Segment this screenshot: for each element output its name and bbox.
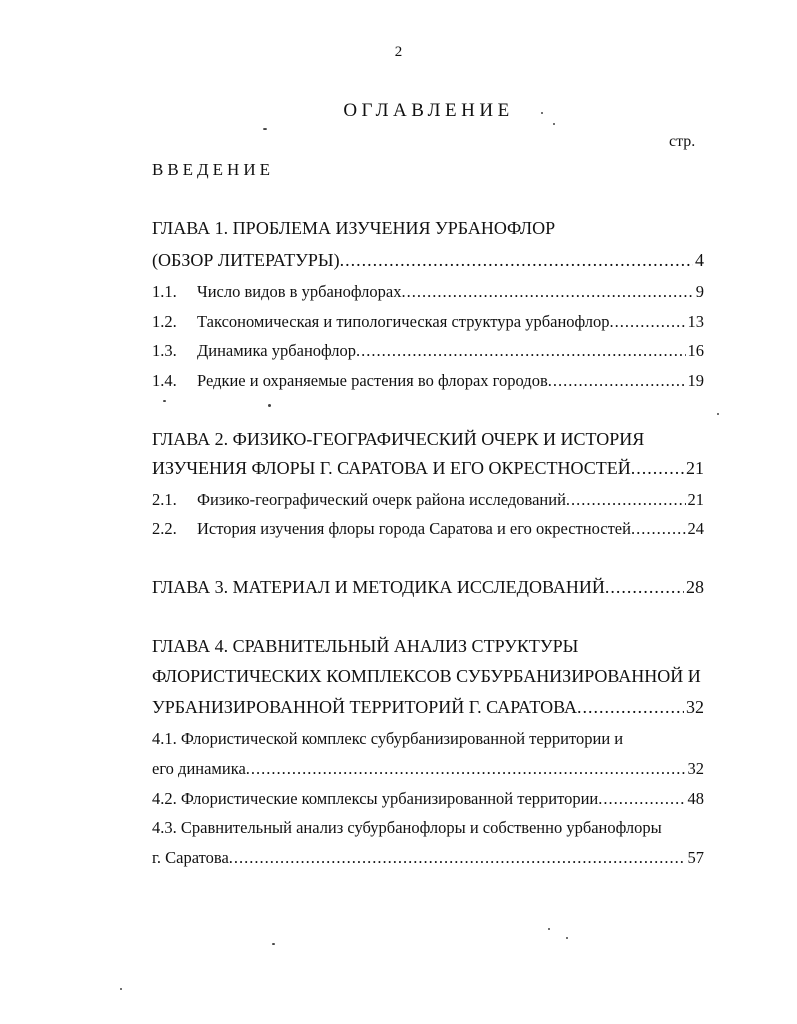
- scan-speck: [541, 112, 543, 114]
- leader-dots: [340, 250, 693, 271]
- section-page: 48: [687, 789, 704, 808]
- section-number: 2.2.: [152, 519, 177, 538]
- chapter1-title-line1: ГЛАВА 1. ПРОБЛЕМА ИЗУЧЕНИЯ УРБАНОФЛОР: [152, 218, 556, 238]
- section-title: Физико-географический очерк района исследований: [197, 490, 566, 509]
- section-page: 32: [687, 759, 704, 778]
- scan-speck: [566, 937, 568, 939]
- toc-entry-1-1: [152, 282, 704, 302]
- leader-dots: [605, 577, 684, 598]
- chapter2-title-line2: ИЗУЧЕНИЯ ФЛОРЫ Г. САРАТОВА И ЕГО ОКРЕСТНОСТЕЙ: [152, 458, 631, 478]
- chapter1-page: 4: [695, 250, 704, 270]
- chapter1-title-line2-entry: [152, 250, 704, 271]
- scan-speck: [263, 128, 267, 130]
- section-number: 1.2.: [152, 312, 177, 331]
- section-title: Редкие и охраняемые растения во флорах городов: [197, 371, 548, 390]
- chapter4-title-line3-entry: [152, 697, 704, 718]
- section-title: Динамика урбанофлор: [197, 341, 357, 360]
- toc-introduction: ВВЕДЕНИЕ: [152, 160, 274, 179]
- section-title-cont: г. Саратова: [152, 848, 229, 867]
- scan-speck: [163, 400, 166, 402]
- toc-entry-4-3-line2: [152, 848, 704, 868]
- leader-dots: [598, 789, 685, 809]
- chapter1-title-line2: (ОБЗОР ЛИТЕРАТУРЫ): [152, 250, 340, 270]
- leader-dots: [229, 848, 686, 868]
- page-number: 2: [394, 44, 403, 60]
- section-number: 1.4.: [152, 371, 177, 390]
- leader-dots: [631, 519, 686, 539]
- toc-entry-4-2: [152, 789, 704, 809]
- page-column-label: стр.: [669, 133, 696, 150]
- scan-speck: [120, 988, 122, 990]
- leader-dots: [356, 341, 685, 361]
- toc-entry-2-2: [152, 519, 704, 539]
- section-page: 24: [687, 519, 704, 538]
- chapter3-page: 28: [686, 577, 704, 597]
- scan-speck: [553, 123, 555, 125]
- section-title: Число видов в урбанофлорах: [197, 282, 402, 301]
- scan-speck: [268, 404, 271, 407]
- scan-speck: [272, 943, 275, 945]
- section-page: 21: [687, 490, 704, 509]
- toc-entry-1-4: [152, 371, 704, 391]
- section-number: 2.1.: [152, 490, 177, 509]
- chapter4-title-line1: ГЛАВА 4. СРАВНИТЕЛЬНЫЙ АНАЛИЗ СТРУКТУРЫ: [152, 636, 579, 656]
- leader-dots: [566, 490, 686, 510]
- section-title: История изучения флоры города Саратова и его окрестностей: [197, 519, 631, 538]
- section-title: Таксономическая и типологическая структура урбанофлор: [197, 312, 610, 331]
- chapter4-title-line3: УРБАНИЗИРОВАННОЙ ТЕРРИТОРИЙ Г. САРАТОВА: [152, 697, 577, 717]
- chapter4-page: 32: [686, 697, 704, 717]
- toc-entry-4-1-line1: 4.1. Флористической комплекс субурбанизированной территории и: [152, 729, 624, 748]
- chapter4-title-line2: ФЛОРИСТИЧЕСКИХ КОМПЛЕКСОВ СУБУРБАНИЗИРОВАННОЙ И: [152, 666, 701, 686]
- scan-speck: [548, 928, 550, 930]
- section-title: 4.2. Флористические комплексы урбанизированной территории: [152, 789, 599, 808]
- chapter2-title-line2-entry: [152, 458, 704, 479]
- chapter3-title: ГЛАВА 3. МАТЕРИАЛ И МЕТОДИКА ИССЛЕДОВАНИЙ: [152, 577, 605, 597]
- section-page: 19: [687, 371, 704, 390]
- scan-speck: [717, 413, 719, 415]
- leader-dots: [246, 759, 686, 779]
- section-page: 9: [695, 282, 704, 301]
- leader-dots: [577, 697, 684, 718]
- leader-dots: [631, 458, 684, 479]
- leader-dots: [610, 312, 686, 332]
- section-page: 16: [687, 341, 704, 360]
- toc-entry-1-2: [152, 312, 704, 332]
- toc-entry-chapter3: [152, 577, 704, 598]
- section-number: 1.1.: [152, 282, 177, 301]
- leader-dots: [401, 282, 693, 302]
- toc-entry-4-3-line1: 4.3. Сравнительный анализ субурбанофлоры и собственно урбанофлоры: [152, 818, 662, 837]
- chapter2-title-line1: ГЛАВА 2. ФИЗИКО-ГЕОГРАФИЧЕСКИЙ ОЧЕРК И ИСТОРИЯ: [152, 429, 645, 449]
- section-number: 1.3.: [152, 341, 177, 360]
- section-title-cont: его динамика: [152, 759, 246, 778]
- leader-dots: [548, 371, 686, 391]
- toc-entry-1-3: [152, 341, 704, 361]
- toc-heading: ОГЛАВЛЕНИЕ: [343, 100, 514, 121]
- toc-entry-2-1: [152, 490, 704, 510]
- chapter2-page: 21: [686, 458, 704, 478]
- section-page: 13: [687, 312, 704, 331]
- section-page: 57: [687, 848, 704, 867]
- toc-entry-4-1-line2: [152, 759, 704, 779]
